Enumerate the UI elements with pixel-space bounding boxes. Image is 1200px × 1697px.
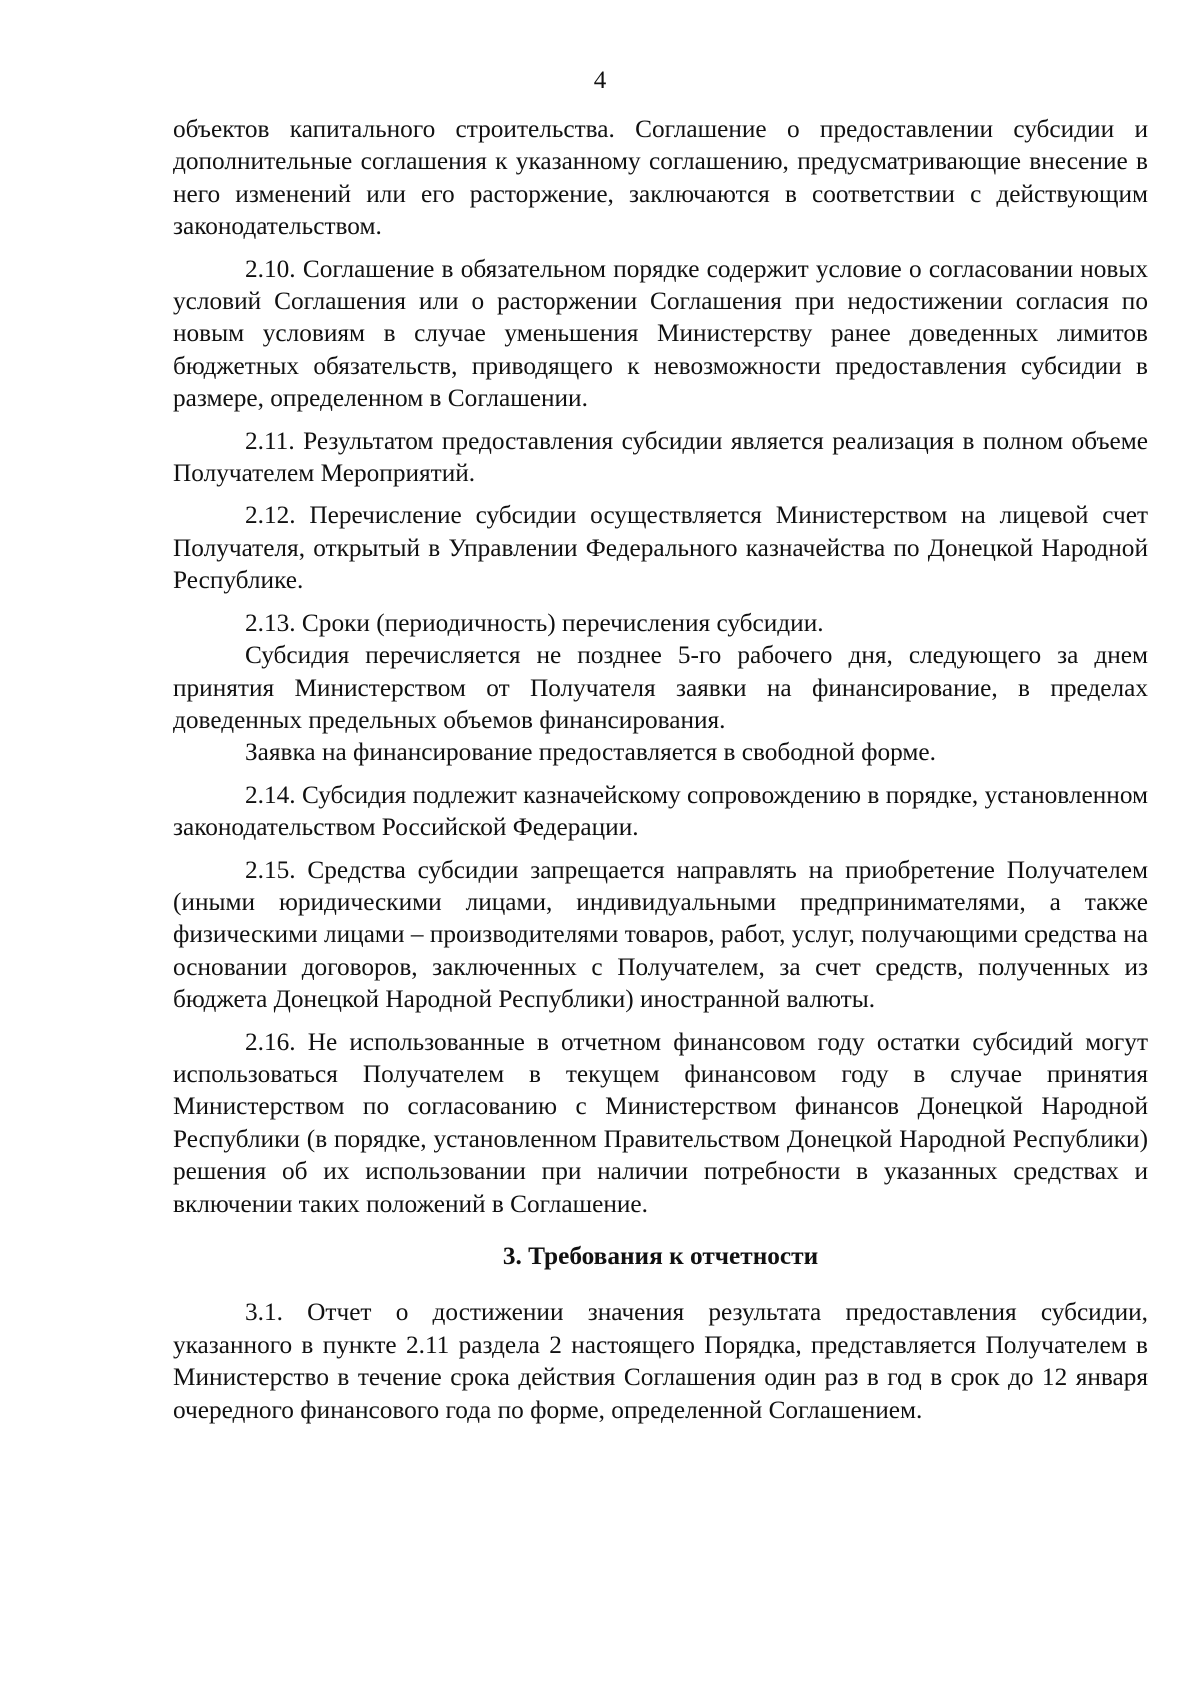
paragraph-continuation: объектов капитального строительства. Соглашение о предоставлении субсидии и дополнительные соглашения к указанному соглашению, предусматривающие внесение в него изменений или его расторжение, заключаются в соответствии с действующим законодательством.	[173, 115, 1148, 241]
paragraph-3-1: 3.1. Отчет о достижении значения результата предоставления субсидии, указанного в пункте 2.11 раздела 2 настоящего Порядка, представляется Получателем в Министерство в течение срока действия Соглашения один раз в год в срок до 12 января очередного финансового года по форме, определенной Соглашением.	[173, 1298, 1148, 1424]
paragraph-2-12: 2.12. Перечисление субсидии осуществляется Министерством на лицевой счет Получателя, открытый в Управлении Федерального казначейства по Донецкой Народной Республике.	[173, 501, 1148, 595]
paragraph-2-16: 2.16. Не использованные в отчетном финансовом году остатки субсидий могут использоваться Получателем в текущем финансовом году в случае принятия Министерством по согласованию с Министерством финансов Донецкой Народной Республики (в порядке, установленном Правительством Донецкой Народной Республики) решения об их использовании при наличии потребности в указанных средствах и включении таких положений в Соглашение.	[173, 1027, 1148, 1218]
section-heading: 3. Требования к отчетности	[502, 1242, 819, 1270]
paragraph-2-13: 2.13. Сроки (периодичность) перечисления субсидии.	[245, 608, 824, 637]
document-body	[173, 113, 1148, 1436]
paragraph-2-14: 2.14. Субсидия подлежит казначейскому сопровождению в порядке, установленном законодательством Российской Федерации.	[173, 780, 1148, 842]
page-number: 4	[593, 67, 607, 94]
paragraph-2-10: 2.10. Соглашение в обязательном порядке содержит условие о согласовании новых условий Соглашения или о расторжении Соглашения при недостижении согласия по новым условиям в случае уменьшения Министерству ранее доведенных лимитов бюджетных обязательств, приводящего к невозможности предоставления субсидии в размере, определенном в Соглашении.	[173, 254, 1148, 413]
paragraph-2-13-application: Заявка на финансирование предоставляется в свободной форме.	[245, 738, 936, 767]
paragraph-2-11: 2.11. Результатом предоставления субсидии является реализация в полном объеме Получателем Мероприятий.	[173, 426, 1148, 488]
paragraph-2-15: 2.15. Средства субсидии запрещается направлять на приобретение Получателем (иными юридическими лицами, индивидуальными предпринимателями, а также физическими лицами – производителями товаров, работ, услуг, получающими средства на основании договоров, заключенных с Получателем, за счет средств, полученных из бюджета Донецкой Народной Республики) иностранной валюты.	[173, 855, 1148, 1014]
paragraph-2-13-transfer: Субсидия перечисляется не позднее 5-го рабочего дня, следующего за днем принятия Министерством от Получателя заявки на финансирование, в пределах доведенных предельных объемов финансирования.	[173, 641, 1148, 734]
